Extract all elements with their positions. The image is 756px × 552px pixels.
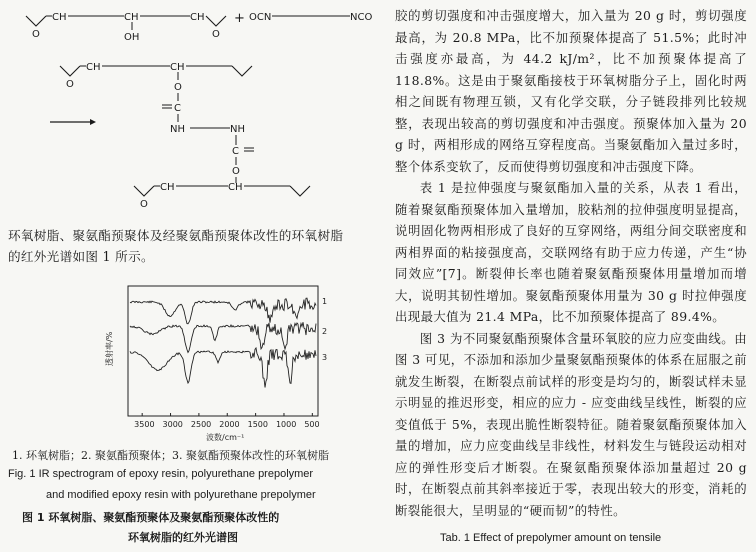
plot-frame xyxy=(128,286,318,416)
figure-caption-cn-1: 图 1 环氧树脂、聚氨酯预聚体及聚氨酯预聚体改性的 xyxy=(22,511,280,524)
carbonyl-c-2: C xyxy=(232,146,239,157)
epoxy-ring-right-3 xyxy=(290,186,310,196)
x-tick-label-2: 2500 xyxy=(190,420,212,429)
paragraph-2: 表 1 是拉伸强度与聚氨酯加入量的关系，从表 1 看出，随着聚氨酯预聚体加入量增加，胶粘剂的拉伸强度明显提高，说明固化物两相形成了良好的互穿网络，两组分间交联密度和两相界面的粘接强度高，交联网络有助于应力传递，产生“协同效应”[7]。断裂伸长率也随着聚氨酯预聚体用量增加而增大，说明其韧性增加。聚氨酯预聚体用量为 30 g 时拉伸强度出现最大值为 21.4 MPa，比不加预聚体提高了 89.4%。 xyxy=(395,180,747,324)
row1-ch-3: CH xyxy=(190,12,205,23)
row1-ch-1: CH xyxy=(52,12,67,23)
plus-sign: + xyxy=(234,11,245,26)
carbonyl-c-1: C xyxy=(174,103,181,114)
y-axis-label: 透射率/% xyxy=(105,331,114,366)
x-tick-label-5: 1000 xyxy=(275,420,297,429)
nh-group-2: NH xyxy=(230,124,245,135)
x-tick-label-3: 2000 xyxy=(219,420,240,429)
left-line-1: 环氧树脂、聚氨酯预聚体及经聚氨酯预聚体改性的环氧树脂 xyxy=(8,228,344,243)
row3-ch-1: CH xyxy=(160,182,175,193)
epoxy-o-right-1: O xyxy=(212,29,220,40)
left-paragraph xyxy=(8,225,388,267)
epoxy-o-left-1: O xyxy=(32,29,40,40)
x-ticks xyxy=(134,413,319,429)
epoxy-o-left-3: O xyxy=(140,199,148,210)
ir-spectrum-chart xyxy=(100,282,345,442)
epoxy-ring-left-3 xyxy=(134,186,154,196)
nco-group: NCO xyxy=(350,12,373,23)
paragraph-1: 胶的剪切强度和冲击强度增大，加入量为 20 g 时，剪切强度最高，为 20.8 MPa，比不加预聚体提高了 51.5%；此时冲击强度亦最高，为 44.2 kJ/m²，比不加预聚体提高了 118.8%。这是由于聚氨酯接枝于环氧树脂分子上，固化时两相之间既有物理互锁，又有化学交联，分子链段排列比较规整，表现出较高的剪切强度和冲击强度。预聚体加入量为 20 g 时，两相形成的网络互穿程度高。当聚氨酯加入量过多时，整个体系变软了，反而使得剪切强度和冲击强度下降。 xyxy=(395,8,747,174)
reaction-arrow xyxy=(50,119,96,125)
epoxy-ring-left-2 xyxy=(60,66,80,76)
figure-caption-en-1: Fig. 1 IR spectrogram of epoxy resin, polyurethane prepolymer xyxy=(8,468,314,480)
series-line-3 xyxy=(130,348,316,388)
reaction-scheme xyxy=(20,2,380,217)
ocn-group: OCN xyxy=(249,12,272,23)
epoxy-ring-right-1 xyxy=(206,16,226,26)
x-tick-label-6: 500 xyxy=(304,420,320,429)
row3-ch-2: CH xyxy=(228,182,243,193)
table-1-caption: Tab. 1 Effect of prepolymer amount on tensile xyxy=(440,532,662,544)
linker-o-1: O xyxy=(174,82,182,93)
right-column xyxy=(395,5,747,521)
figure-caption-cn-2: 环氧树脂的红外光谱图 xyxy=(128,531,238,544)
x-tick-label-0: 3500 xyxy=(134,420,155,429)
series-line-2 xyxy=(130,322,316,352)
series-line-1 xyxy=(130,298,316,324)
figure-legend: 1. 环氧树脂；2. 聚氨酯预聚体；3. 聚氨酯预聚体改性的环氧树脂 xyxy=(12,449,329,462)
figure-caption-en-2: and modified epoxy resin with polyurethane prepolymer xyxy=(46,489,316,501)
series-label-3: 3 xyxy=(322,353,328,362)
row2-ch-2: CH xyxy=(170,62,185,73)
left-line-2: 的红外光谱如图 1 所示。 xyxy=(8,249,154,264)
epoxy-o-left-2: O xyxy=(66,79,74,90)
row2-ch-1: CH xyxy=(86,62,101,73)
row1-ch-2: CH xyxy=(124,12,139,23)
series-label-1: 1 xyxy=(322,297,328,306)
linker-o-2: O xyxy=(232,166,240,177)
epoxy-ring-left-1 xyxy=(26,16,46,26)
x-tick-label-1: 3000 xyxy=(162,420,183,429)
paragraph-3: 图 3 为不同聚氨酯预聚体含量环氧胶的应力应变曲线。由图 3 可见，不添加和添加少量聚氨酯预聚体的体系在屈服之前就发生断裂，在断裂点前试样的形变是均匀的，断裂试样未显示明显的推迟形变，相应的应力 - 应变曲线呈线性，断裂的应变值低于 5%，表现出脆性断裂特征。随着聚氨酯预聚体加入量的增加，应力应变曲线呈非线性，材料发生与链段运动相对应的弹性形变后才断裂。在聚氨酯预聚体添加量超过 20 g 时，在断裂点前其斜率接近于零，表现出较大的形变，消耗的断裂能很大，呈明显的“硬而韧”的特性。 xyxy=(395,330,747,518)
row1-oh: OH xyxy=(124,32,140,43)
x-axis-label: 波数/cm⁻¹ xyxy=(206,433,245,442)
epoxy-ring-right-2 xyxy=(232,66,252,76)
series-label-2: 2 xyxy=(322,327,328,336)
nh-group-1: NH xyxy=(170,124,185,135)
x-tick-label-4: 1500 xyxy=(247,420,268,429)
